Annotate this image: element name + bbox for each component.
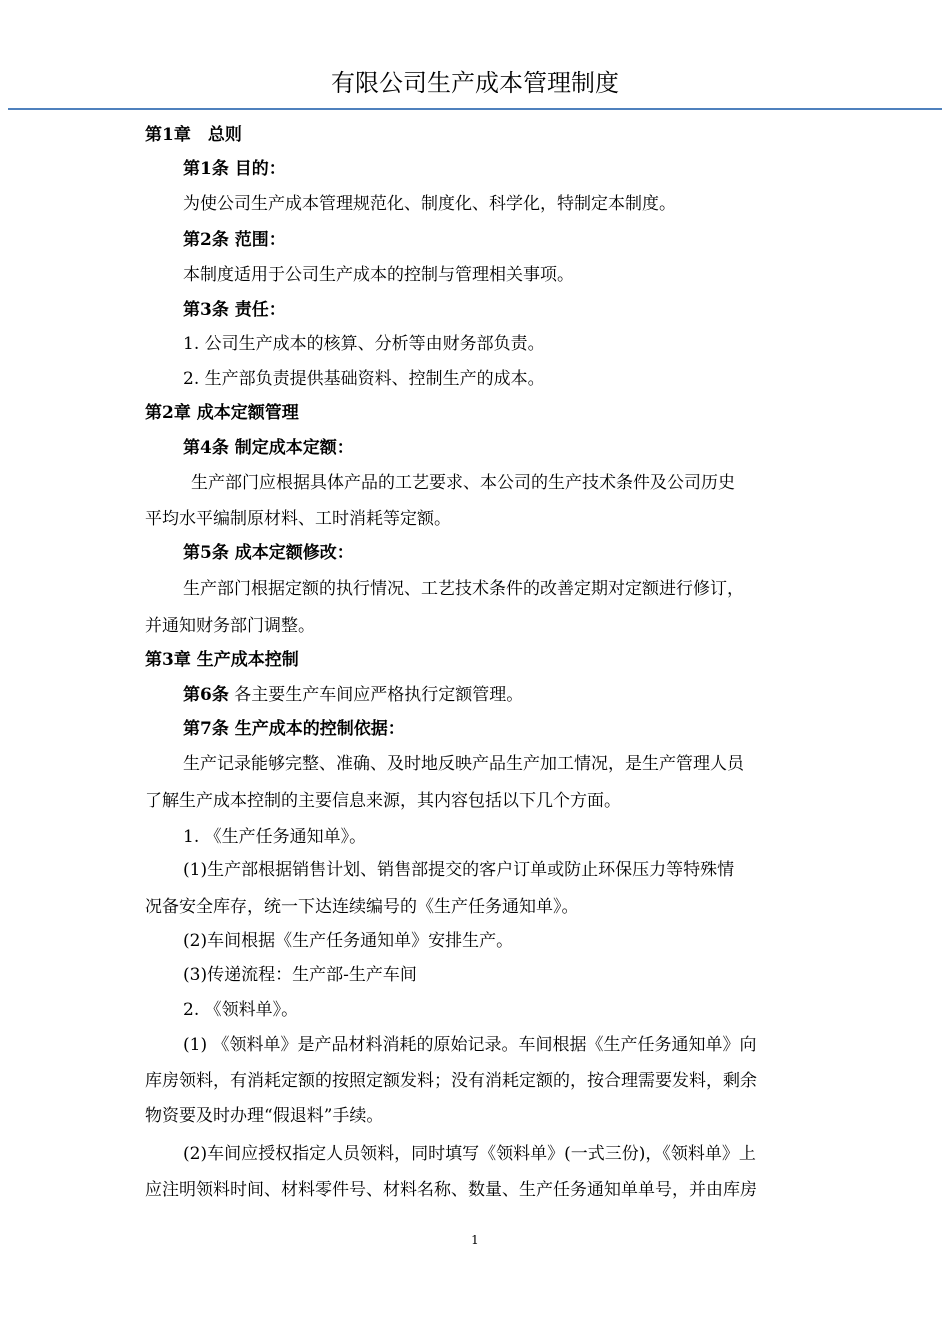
paragraph-continuation: 平均水平编制原材料、工时消耗等定额。 (145, 509, 451, 529)
article-6-text: 各主要生产车间应严格执行定额管理。 (234, 685, 524, 705)
paragraph: 生产记录能够完整、准确、及时地反映产品生产加工情况，是生产管理人员 (183, 754, 744, 774)
paragraph: 本制度适用于公司生产成本的控制与管理相关事项。 (183, 265, 574, 285)
paragraph-continuation: 库房领料，有消耗定额的按照定额发料；没有消耗定额的，按合理需要发料，剩余 (145, 1071, 757, 1091)
chapter-2-heading: 第2章 成本定额管理 (145, 403, 299, 423)
paragraph-continuation: 了解生产成本控制的主要信息来源，其内容包括以下几个方面。 (145, 791, 621, 811)
title-underline (8, 108, 942, 110)
paragraph: (2)车间应授权指定人员领料，同时填写《领料单》(一式三份)，《领料单》上 (183, 1144, 756, 1164)
list-item: 1. 公司生产成本的核算、分析等由财务部负责。 (183, 334, 545, 354)
article-4-heading: 第4条 制定成本定额： (183, 438, 354, 458)
list-item: 1. 《生产任务通知单》。 (183, 827, 367, 847)
article-7-heading: 第7条 生产成本的控制依据： (183, 719, 405, 739)
article-6 (183, 683, 523, 707)
paragraph: (2)车间根据《生产任务通知单》安排生产。 (183, 931, 514, 951)
list-item: 2. 《领料单》。 (183, 1000, 299, 1020)
article-1-heading: 第1条 目的： (183, 159, 286, 179)
list-item: 2. 生产部负责提供基础资料、控制生产的成本。 (183, 369, 545, 389)
paragraph-continuation: 并通知财务部门调整。 (145, 616, 315, 636)
article-3-heading: 第3条 责任： (183, 300, 286, 320)
chapter-3-heading: 第3章 生产成本控制 (145, 650, 299, 670)
page-number: 1 (471, 1233, 479, 1247)
paragraph-continuation: 应注明领料时间、材料零件号、材料名称、数量、生产任务通知单单号，并由库房 (145, 1180, 757, 1200)
paragraph-continuation: 物资要及时办理“假退料”手续。 (145, 1106, 384, 1126)
paragraph: 为使公司生产成本管理规范化、制度化、科学化，特制定本制度。 (183, 194, 676, 214)
article-2-heading: 第2条 范围： (183, 230, 286, 250)
article-5-heading: 第5条 成本定额修改： (183, 543, 354, 563)
chapter-1-heading: 第1章 总则 (145, 125, 242, 145)
article-6-label: 第6条 (183, 685, 229, 705)
paragraph: 生产部门应根据具体产品的工艺要求、本公司的生产技术条件及公司历史 (191, 473, 735, 493)
paragraph: 生产部门根据定额的执行情况、工艺技术条件的改善定期对定额进行修订， (183, 579, 744, 599)
paragraph: (1) 《领料单》是产品材料消耗的原始记录。车间根据《生产任务通知单》向 (183, 1035, 757, 1055)
paragraph: (3)传递流程：生产部-生产车间 (183, 965, 417, 985)
paragraph: (1)生产部根据销售计划、销售部提交的客户订单或防止环保压力等特殊情 (183, 860, 735, 880)
document-title: 有限公司生产成本管理制度 (331, 69, 619, 97)
paragraph-continuation: 况备安全库存，统一下达连续编号的《生产任务通知单》。 (145, 897, 579, 917)
